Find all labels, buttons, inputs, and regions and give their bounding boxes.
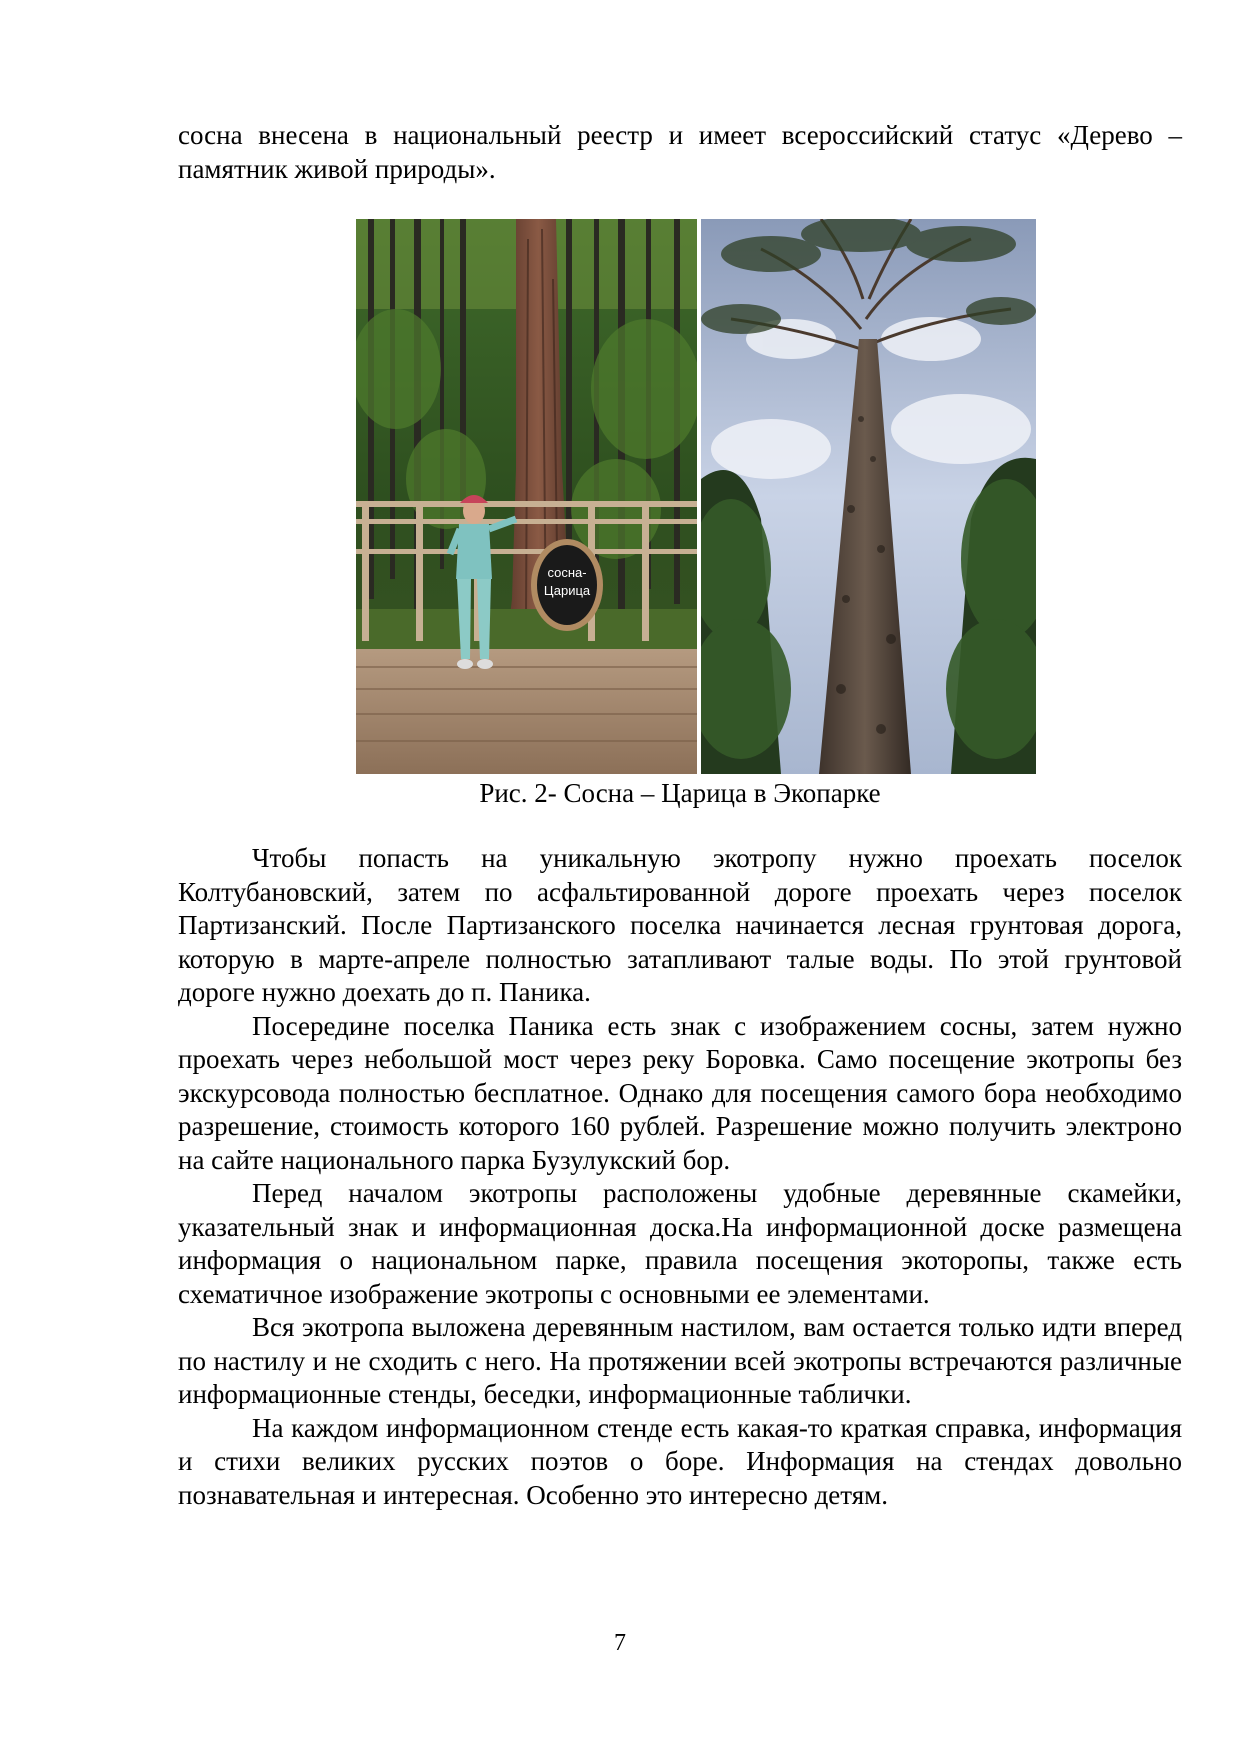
figure-caption: Рис. 2- Сосна – Царица в Экопарке xyxy=(479,778,881,808)
paragraph-trail-start: Перед началом экотропы расположены удобные деревянные скамейки, указательный знак и информационная доска.На информационной доске размещена информация о национальном парке, правила посещения экоторопы, также есть схематичное изображение экотропы с основными ее элементами. xyxy=(178,1178,1182,1309)
intro-text: сосна внесена в национальный реестр и имеет всероссийский статус «Дерево – памятник живой природы». xyxy=(178,120,1182,184)
paragraph-boardwalk: Вся экотропа выложена деревянным настилом, вам остается только идти вперед по настилу и не сходить с него. На протяжении всей экотропы встречаются различные информационные стенды, беседки, информационные таблички. xyxy=(178,1312,1182,1409)
page-number: 7 xyxy=(614,1630,626,1656)
paragraph-route: Чтобы попасть на уникальную экотропу нужно проехать поселок Колтубановский, затем по асфальтированной дороге проехать через поселок Партизанский. После Партизанского поселка начинается лесная грунтовая дорога, которую в марте-апреле полностью затапливают талые воды. По этой грунтовой дороге нужно доехать до п. Паника. xyxy=(178,843,1182,1007)
paragraph-stands: На каждом информационном стенде есть какая-то краткая справка, информация и стихи великих русских поэтов о боре. Информация на стендах довольно познавательная и интересная. Особенно это интересно детям. xyxy=(178,1412,1182,1510)
photo-woman-with-pine xyxy=(356,219,697,774)
photo-pine-looking-up xyxy=(701,219,1036,774)
intro-paragraph xyxy=(178,119,1182,186)
body-text xyxy=(178,842,1182,1512)
figure-2 xyxy=(356,219,1036,774)
sign-line-1: сосна- xyxy=(547,565,587,580)
paragraph-permit: Посередине поселка Паника есть знак с изображением сосны, затем нужно проехать через небольшой мост через реку Боровка. Само посещение экотропы без экскурсовода полностью бесплатное. Однако для посещения самого бора необходимо разрешение, стоимость которого 160 рублей. Разрешение можно получить электроно на сайте национального парка Бузулукский бор. xyxy=(178,1010,1182,1175)
sign-line-2: Царица xyxy=(543,583,591,598)
